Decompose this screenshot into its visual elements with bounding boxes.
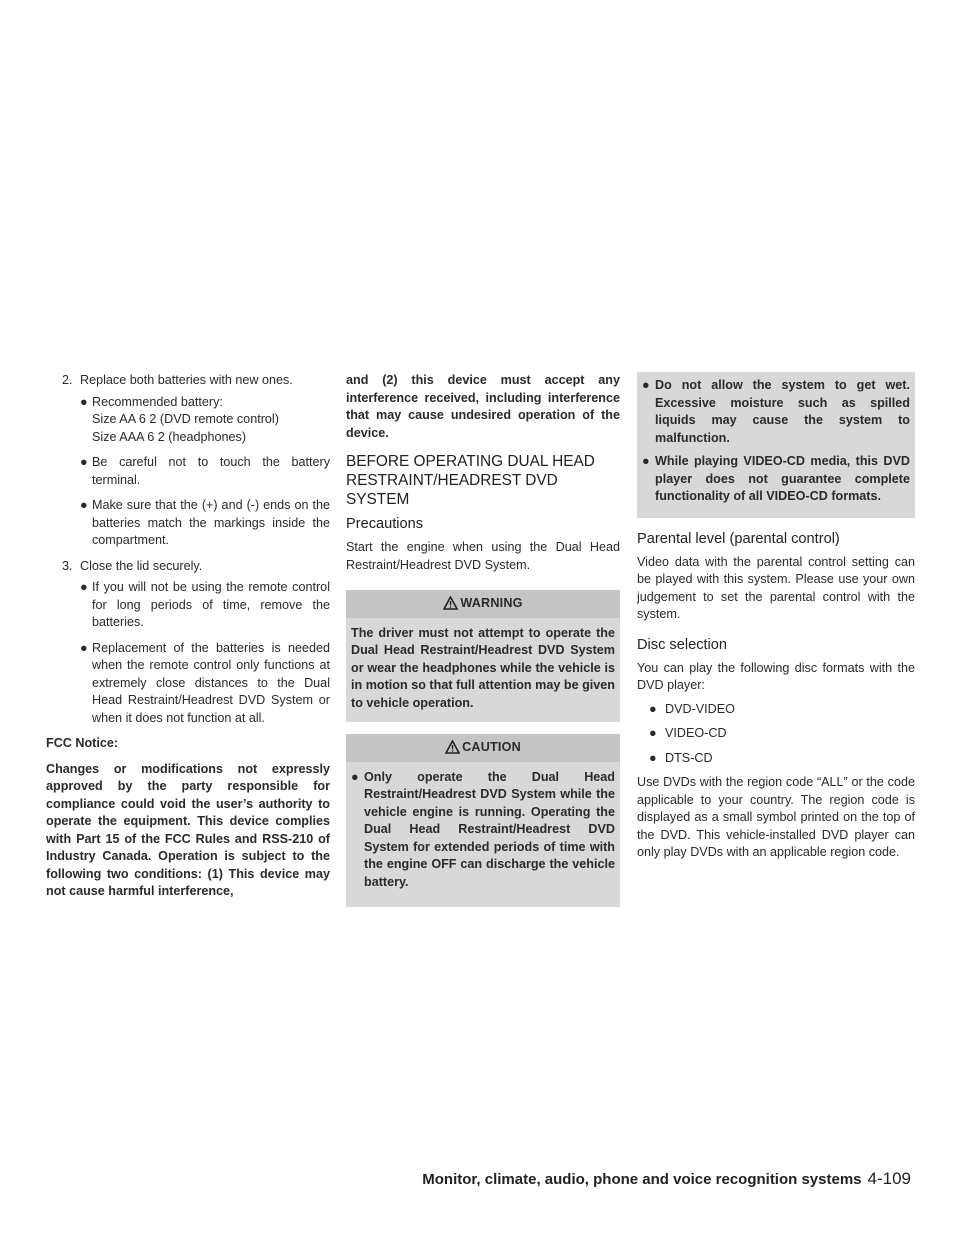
fcc-text: Changes or modifications not expressly approved by the party responsible for compliance could void the user’s authority to operate the equipment. This device complies with Part 15 of the FCC Rules and RSS-210 of Industry Canada. Operation is subject to the following two conditions: (1) This device may not cause harmful interference,	[46, 761, 330, 898]
disc-format: VIDEO-CD	[665, 726, 727, 740]
bullet-icon: ●	[80, 394, 88, 409]
step-number: 2.	[62, 373, 73, 387]
list-item	[351, 769, 615, 892]
column-left	[46, 372, 330, 901]
caution-body	[346, 762, 620, 908]
list-item-text: Replacement of the batteries is needed when the remote control only functions at extremely close distances to the Dual Head Restraint/Headrest DVD System or when it does not function at all.	[92, 640, 330, 725]
step-text: Close the lid securely.	[80, 558, 203, 573]
list-item	[649, 725, 915, 743]
caution-triangle-icon	[445, 740, 460, 754]
section-title: BEFORE OPERATING DUAL HEAD RESTRAINT/HEADREST DVD SYSTEM	[346, 453, 595, 508]
list-item	[649, 750, 915, 768]
caution-label: CAUTION	[462, 740, 521, 754]
precautions-text: Start the engine when using the Dual Head Restraint/Headrest DVD System.	[346, 540, 620, 572]
step-number: 3.	[62, 558, 73, 573]
step-3-bullets	[80, 579, 330, 727]
disc-title: Disc selection	[637, 636, 728, 653]
caution-box	[346, 734, 620, 907]
fcc-continued: and (2) this device must accept any interference received, including interference that may cause undesired operation of the device.	[346, 373, 620, 440]
bullet-icon: ●	[649, 750, 657, 765]
step-3	[62, 558, 330, 576]
footer-section-title: Monitor, climate, audio, phone and voice recognition systems	[422, 1171, 862, 1188]
list-item	[80, 497, 330, 550]
list-item-text: Size AAA 6 2 (headphones)	[92, 429, 247, 444]
bullet-icon: ●	[351, 769, 359, 784]
column-middle	[346, 372, 620, 907]
bullet-icon: ●	[642, 454, 650, 468]
bullet-icon: ●	[649, 701, 657, 716]
list-item-text: Do not allow the system to get wet. Excessive moisture such as spilled liquids may cause the system to malfunction.	[655, 378, 910, 445]
warning-header	[346, 590, 620, 618]
list-item	[642, 377, 910, 447]
caution-box-continued	[637, 372, 915, 518]
bullet-icon: ●	[80, 580, 88, 594]
disc-format: DTS-CD	[665, 750, 713, 765]
list-item-text: While playing VIDEO-CD media, this DVD player does not guarantee complete functionality of all VIDEO-CD formats.	[655, 454, 910, 503]
bullet-icon: ●	[80, 455, 88, 469]
list-item	[80, 640, 330, 728]
list-item-text: Recommended battery:	[92, 394, 223, 409]
list-item	[80, 579, 330, 632]
list-item-text: Be careful not to touch the battery terminal.	[92, 455, 330, 487]
list-item	[649, 701, 915, 719]
bullet-icon: ●	[80, 640, 88, 655]
warning-text: The driver must not attempt to operate the Dual Head Restraint/Headrest DVD System or wear the headphones while the vehicle is in motion so that full attention may be given to vehicle operation.	[351, 625, 615, 710]
page-number: 4-109	[867, 1169, 911, 1188]
warning-box	[346, 590, 620, 722]
bullet-icon: ●	[80, 498, 88, 512]
list-item-text: Only operate the Dual Head Restraint/Headrest DVD System while the vehicle engine is running. Operating the Dual Head Restraint/Headrest DVD System for extended periods of time with the engine OFF can discharge the vehicle battery.	[364, 769, 615, 889]
step-2	[62, 372, 330, 390]
disc-intro: You can play the following disc formats with the DVD player:	[637, 660, 915, 692]
list-item-text: Size AA 6 2 (DVD remote control)	[92, 412, 279, 426]
list-item-text: If you will not be using the remote control for long periods of time, remove the batteries.	[92, 580, 330, 629]
step-2-bullets	[80, 394, 330, 550]
parental-title: Parental level (parental control)	[637, 530, 840, 547]
caution-body-continued	[637, 372, 915, 518]
step-text: Replace both batteries with new ones.	[80, 373, 293, 387]
bullet-icon: ●	[642, 378, 650, 392]
fcc-heading: FCC Notice:	[46, 736, 119, 750]
caution-header	[346, 734, 620, 762]
list-item-text: Make sure that the (+) and (-) ends on the batteries match the markings inside the compartment.	[92, 498, 330, 547]
warning-triangle-icon	[443, 596, 458, 610]
warning-label: WARNING	[460, 596, 523, 610]
column-right	[637, 372, 915, 862]
list-item	[642, 453, 910, 506]
precautions-title: Precautions	[346, 516, 424, 532]
page-footer	[422, 1170, 911, 1189]
list-item	[80, 454, 330, 489]
disc-format-list	[649, 701, 915, 768]
region-text: Use DVDs with the region code “ALL” or the code applicable to your country. The region code is displayed as a small symbol printed on the top of the DVD. This vehicle-installed DVD player can only play DVDs with an applicable region code.	[637, 775, 915, 859]
disc-format: DVD-VIDEO	[665, 701, 735, 716]
parental-text: Video data with the parental control setting can be played with this system. Please use your own judgement to set the parental control with the system.	[637, 554, 915, 621]
list-item	[80, 394, 330, 447]
bullet-icon: ●	[649, 726, 657, 740]
